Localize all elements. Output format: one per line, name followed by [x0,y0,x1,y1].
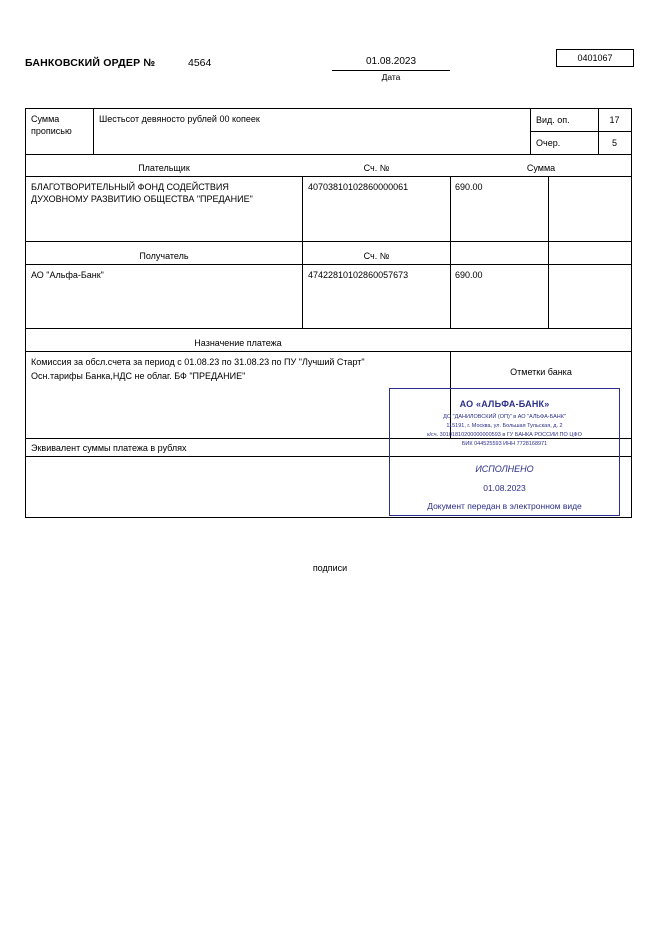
vid-op-label: Вид. оп. [536,115,570,125]
amount-words-label-line2: прописью [31,126,72,136]
bank-stamp [389,388,620,516]
page-title: БАНКОВСКИЙ ОРДЕР № [25,57,156,69]
rule-receiver-bottom [25,328,632,329]
rule-purpose-header [25,351,632,352]
ocher-value: 5 [611,138,617,148]
purpose-line2: Осн.тарифы Банка,НДС не облаг. БФ "ПРЕДАНИЕ" [31,371,246,381]
col-header-payer-account: Сч. № [363,163,390,173]
rule-payer-header [25,176,632,177]
rule-receiver-header [25,264,632,265]
col-header-receiver: Получатель [139,251,189,261]
form-code-box: 0401067 [556,49,634,67]
date-caption: Дата [381,72,401,82]
stamp-date: 01.08.2023 [483,483,526,493]
date-underline [332,70,450,71]
rule-amount-bottom [25,154,632,155]
rule-amount-col-right [548,176,549,328]
equivalent-label: Эквивалент суммы платежа в рублях [31,443,187,453]
payer-amount: 690.00 [455,182,483,192]
rule-right [631,108,632,517]
rule-amount-label [93,108,94,154]
col-header-purpose: Назначение платежа [194,338,282,348]
col-header-amount: Сумма [526,163,556,173]
order-number: 4564 [188,57,212,69]
receiver-amount: 690.00 [455,270,483,280]
stamp-corr-account: к/сч. 30101810200000000593 в ГУ БАНКА РОССИИ ПО ЦФО [427,432,582,438]
purpose-line1: Комиссия за обсл.счета за период с 01.08.23 по 31.08.23 по ПУ "Лучший Старт" [31,357,365,367]
payer-account: 40703810102860000061 [308,182,409,192]
stamp-note: Документ передан в электронном виде [427,501,582,511]
rule-bottom [25,517,632,518]
rule-payer-bottom [25,241,632,242]
rule-right-fields [530,108,531,154]
col-header-receiver-account: Сч. № [363,251,390,261]
ocher-label: Очер. [536,138,561,148]
col-header-payer: Плательщик [138,163,190,173]
signatures-label: подписи [312,563,348,573]
stamp-bank-name: АО «АЛЬФА-БАНК» [459,399,550,409]
bank-marks-label: Отметки банка [510,367,572,377]
rule-top [25,108,632,109]
order-date: 01.08.2023 [365,56,417,67]
receiver-account: 47422810102860057673 [308,270,409,280]
stamp-executed: ИСПОЛНЕНО [475,464,534,474]
amount-words-label-line1: Сумма [31,114,60,124]
amount-words-value: Шестьсот девяносто рублей 00 копеек [99,114,260,124]
receiver-name: АО "Альфа-Банк" [31,270,104,280]
payer-name-line1: БЛАГОТВОРИТЕЛЬНЫЙ ФОНД СОДЕЙСТВИЯ [31,182,229,192]
rule-vidop-ocher [530,131,632,132]
payer-name-line2: ДУХОВНОМУ РАЗВИТИЮ ОБЩЕСТВА "ПРЕДАНИЕ" [31,194,253,204]
stamp-address: 115191, г. Москва, ул. Большая Тульская, д. 2 [446,423,563,429]
stamp-branch: ДО "ДАНИЛОВСКИЙ (ОП)" в АО "АЛЬФА-БАНК" [443,414,566,420]
vid-op-value: 17 [609,115,620,125]
stamp-bik-inn: БИК 044525593 ИНН 7728168971 [461,441,548,447]
rule-amount-col [450,176,451,328]
